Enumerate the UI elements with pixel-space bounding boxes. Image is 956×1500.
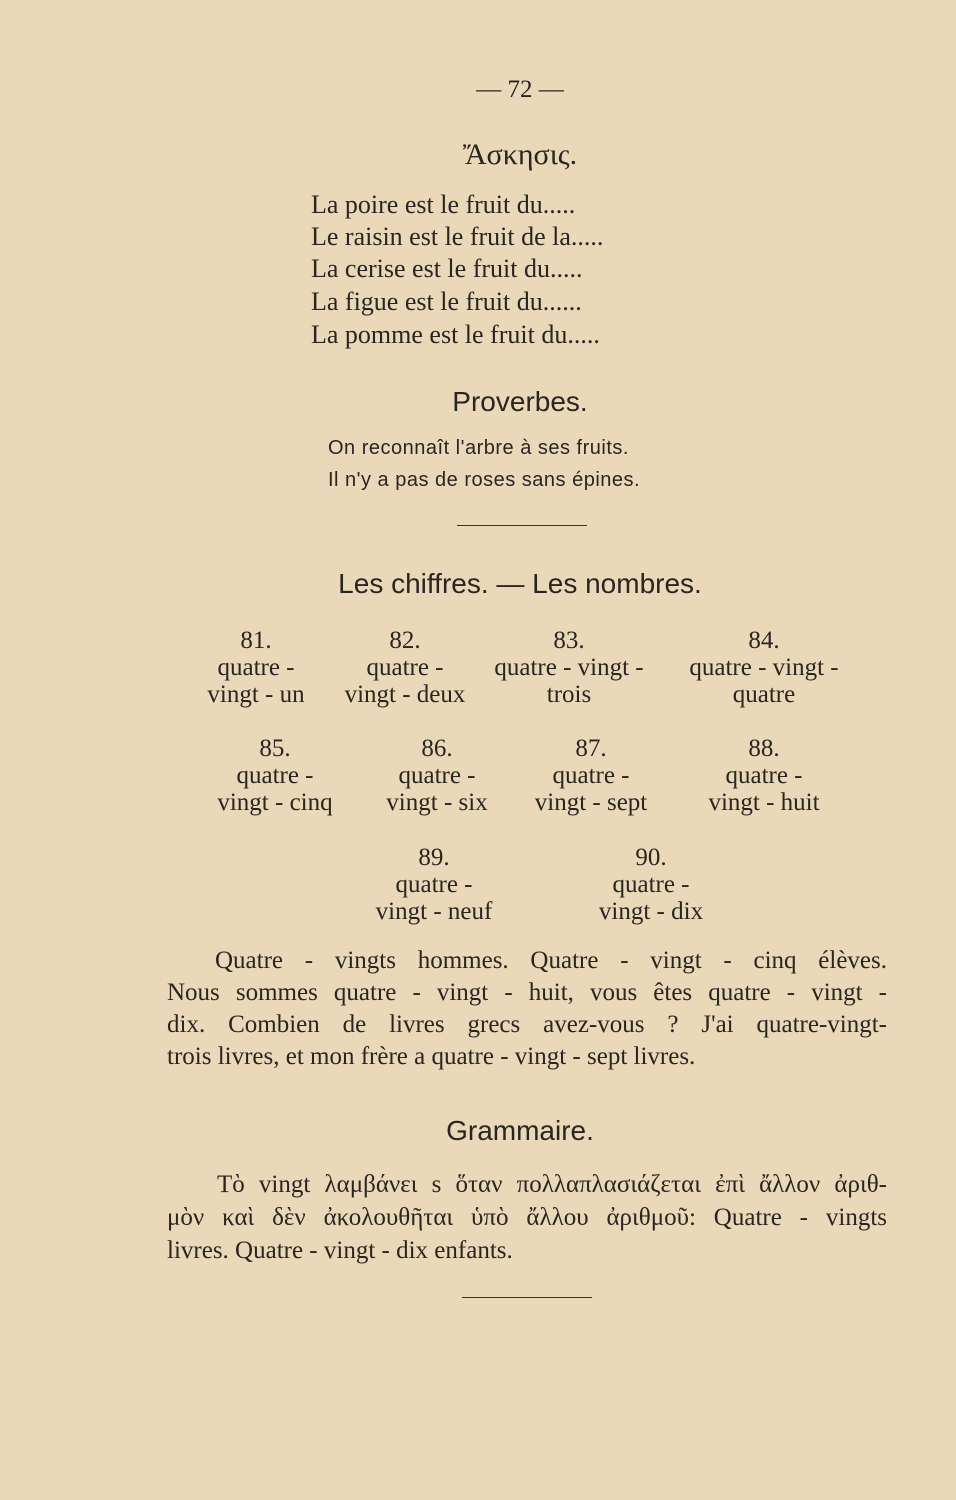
number-word: quatre - vingt - [494, 654, 644, 681]
number-word: vingt - dix [598, 898, 704, 925]
paragraph-line: Quatre - vingts hommes. Quatre - vingt - cinq élèves. [215, 947, 887, 974]
proverb-line: Il n'y a pas de roses sans épines. [328, 469, 641, 491]
number-item [205, 735, 345, 816]
number-item [372, 735, 502, 816]
number-item [484, 627, 654, 708]
number-item [196, 627, 316, 708]
bottom-divider [462, 1297, 592, 1298]
exercise-line: Le raisin est le fruit de la..... [311, 222, 604, 251]
number-word: quatre - [366, 654, 444, 681]
grammar-line: μὸν καὶ δὲν ἀκολουθῆται ὑπὸ ἄλλου ἀριθμοῦ: Quatre - vingts [167, 1204, 887, 1231]
number-word: vingt - cinq [217, 789, 333, 816]
number-word: vingt - neuf [375, 898, 493, 925]
exercise-line: La pomme est le fruit du..... [311, 320, 600, 349]
number-item [676, 627, 852, 708]
number-item [362, 844, 506, 925]
number-word: vingt - sept [534, 789, 648, 816]
numbers-paragraph [167, 945, 887, 1073]
number-word: trois [546, 681, 592, 708]
number-digit: 85. [259, 735, 291, 762]
number-word: quatre - [395, 871, 473, 898]
number-word: quatre - vingt - [689, 654, 839, 681]
grammar-title: Grammaire. [446, 1115, 594, 1146]
page-number: — 72 — [476, 76, 564, 103]
number-word: quatre - [217, 654, 295, 681]
grammar-line: livres. Quatre - vingt - dix enfants. [167, 1237, 513, 1264]
number-digit: 83. [553, 627, 585, 654]
number-item [330, 627, 480, 708]
exercise-title: Ἄσκησις. [462, 138, 578, 171]
number-digit: 88. [748, 735, 780, 762]
number-item [586, 844, 716, 925]
exercise-line: La cerise est le fruit du..... [311, 254, 583, 283]
number-word: vingt - huit [708, 789, 820, 816]
grammar-paragraph [167, 1168, 887, 1267]
paragraph-line: dix. Combien de livres grecs avez-vous ? J'ai quatre-vingt- [167, 1011, 887, 1038]
exercise-line: La poire est le fruit du..... [311, 190, 576, 219]
proverbs-title: Proverbes. [452, 386, 588, 417]
exercise-line: La figue est le fruit du...... [311, 287, 582, 316]
number-word: quatre - [398, 762, 476, 789]
number-digit: 89. [418, 844, 450, 871]
number-word: vingt - un [207, 681, 305, 708]
proverb-line: On reconnaît l'arbre à ses fruits. [328, 437, 629, 459]
number-word: quatre [732, 681, 796, 708]
number-word: quatre - [612, 871, 690, 898]
paragraph-line: Nous sommes quatre - vingt - huit, vous êtes quatre - vingt - [167, 979, 887, 1006]
number-digit: 90. [635, 844, 667, 871]
number-digit: 82. [389, 627, 421, 654]
number-word: vingt - deux [344, 681, 466, 708]
number-digit: 81. [240, 627, 272, 654]
number-word: quatre - [236, 762, 314, 789]
number-digit: 87. [575, 735, 607, 762]
number-digit: 86. [421, 735, 453, 762]
paragraph-line: trois livres, et mon frère a quatre - vingt - sept livres. [167, 1043, 696, 1070]
number-word: vingt - six [386, 789, 488, 816]
grammar-line: Τὸ vingt λαμβάνει s ὅταν πολλαπλασιάζεται ἐπὶ ἄλλον ἀριθ- [217, 1171, 887, 1198]
number-item [520, 735, 662, 816]
number-word: quatre - [552, 762, 630, 789]
section-divider [457, 525, 587, 526]
number-word: quatre - [725, 762, 803, 789]
numbers-title: Les chiffres. — Les nombres. [338, 568, 702, 599]
number-item [694, 735, 834, 816]
number-digit: 84. [748, 627, 780, 654]
